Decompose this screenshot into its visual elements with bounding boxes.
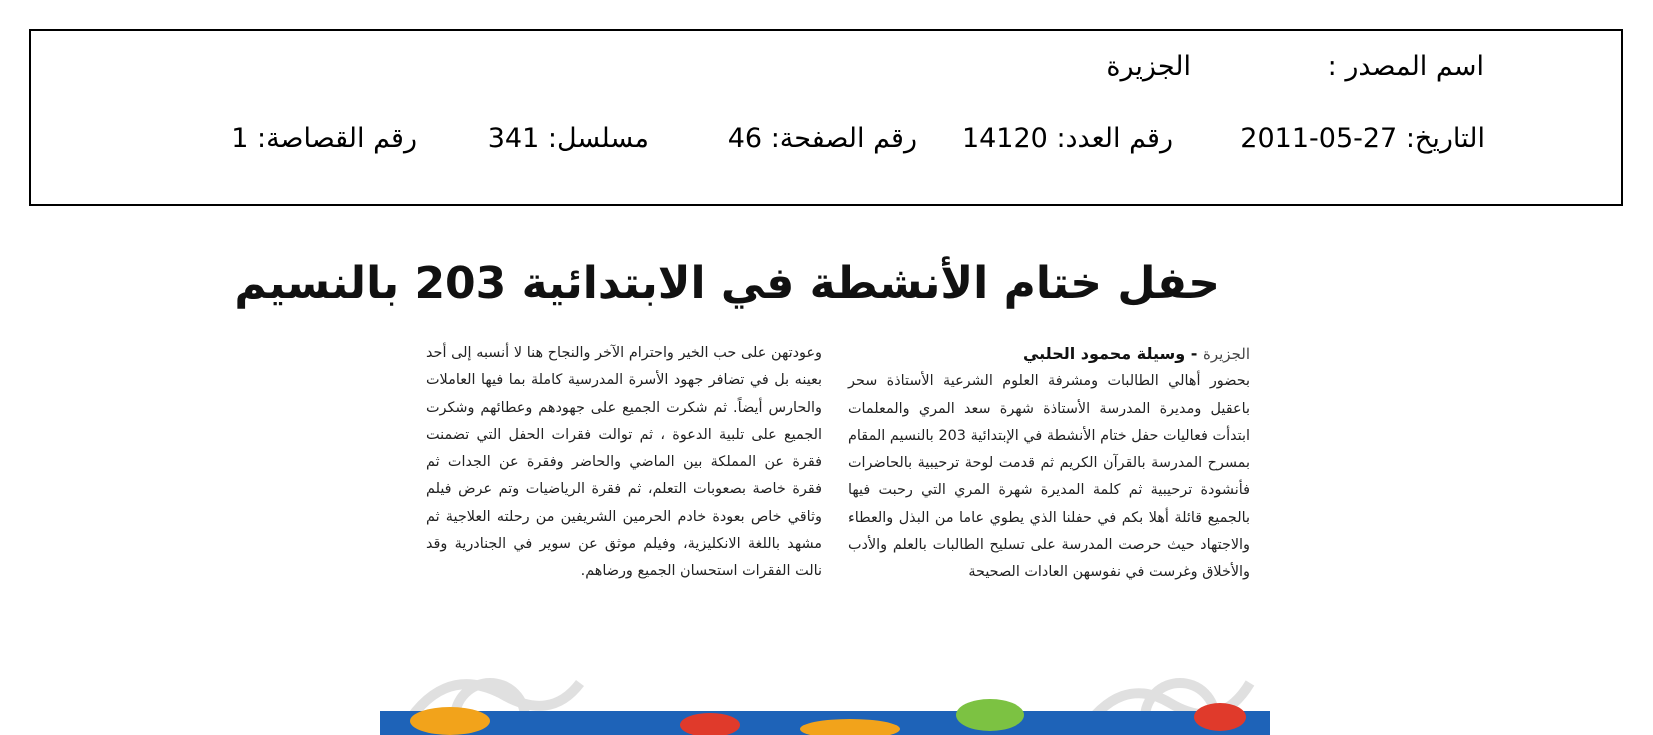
colorful-image-strip [380, 701, 1270, 735]
source-info-box [29, 29, 1623, 206]
left-column-text: وعودتهن على حب الخير واحترام الآخر والنجاح هنا لا أنسبه إلى أحد بعينه بل في تضافر جهود الأسرة المدرسية كاملة بما فيها العاملات والحارس أيضاً. ثم شكرت الجميع على جهودهم وعطائهم وشكرت الجميع على تلبية الدعوة ، ثم توالت فقرات الحفل التي تضمنت فقرة عن المملكة بين الماضي والحاضر وفقرة عن الجدات ثم فقرة خاصة بصعوبات التعلم، ثم فقرة الرياضيات وتم عرض فيلم وثاقي خاص بعودة خادم الحرمين الشريفين من رحلته العلاجية ثم مشهد باللغة الانكليزية، وفيلم موثق عن سوير في الجنادرية وقد نالت الفقرات استحسان الجميع ورضاهم. [426, 345, 822, 580]
page-number-field: رقم الصفحة: 46 [727, 123, 917, 154]
byline [848, 340, 1250, 368]
article-column-right [848, 340, 1250, 587]
byline-brand: الجزيرة [1202, 345, 1250, 363]
right-column-text: بحضور أهالي الطالبات ومشرفة العلوم الشرعية الأستاذة سحر باعقيل ومديرة المدرسة الأستاذة شهرة سعد المري والمعلمات ابتدأت فعاليات حفل ختام الأنشطة في الإبتدائية 203 بالنسيم المقام بمسرح المدرسة بالقرآن الكريم ثم قدمت لوحة ترحيبية بالحاضرات فأنشودة ترحيبية ثم كلمة المديرة شهرة المري التي رحبت فيها بالجميع قائلة أهلا بكم في حفلنا الذي يطوي عاما من البذل والعطاء والاجتهاد حيث حرصت المدرسة على تسليح الطالبات بالعلم والأدب والأخلاق وغرست في نفوسهن العادات الصحيحة [848, 373, 1250, 581]
serial-field: مسلسل: 341 [487, 123, 649, 154]
clip-number-field: رقم القصاصة: 1 [231, 123, 417, 154]
byline-author: وسيلة محمود الحلبي [1022, 344, 1186, 363]
source-value: الجزيرة [1106, 51, 1191, 82]
source-label: اسم المصدر : [1327, 51, 1484, 82]
article-column-left [426, 340, 822, 586]
article-headline: حفل ختام الأنشطة في الابتدائية 203 بالنسيم [234, 258, 1220, 309]
newspaper-clipping [234, 228, 1270, 735]
byline-separator: - [1185, 344, 1203, 363]
issue-number-field: رقم العدد: 14120 [961, 123, 1173, 154]
date-field: التاريخ: 27-05-2011 [1240, 123, 1485, 154]
